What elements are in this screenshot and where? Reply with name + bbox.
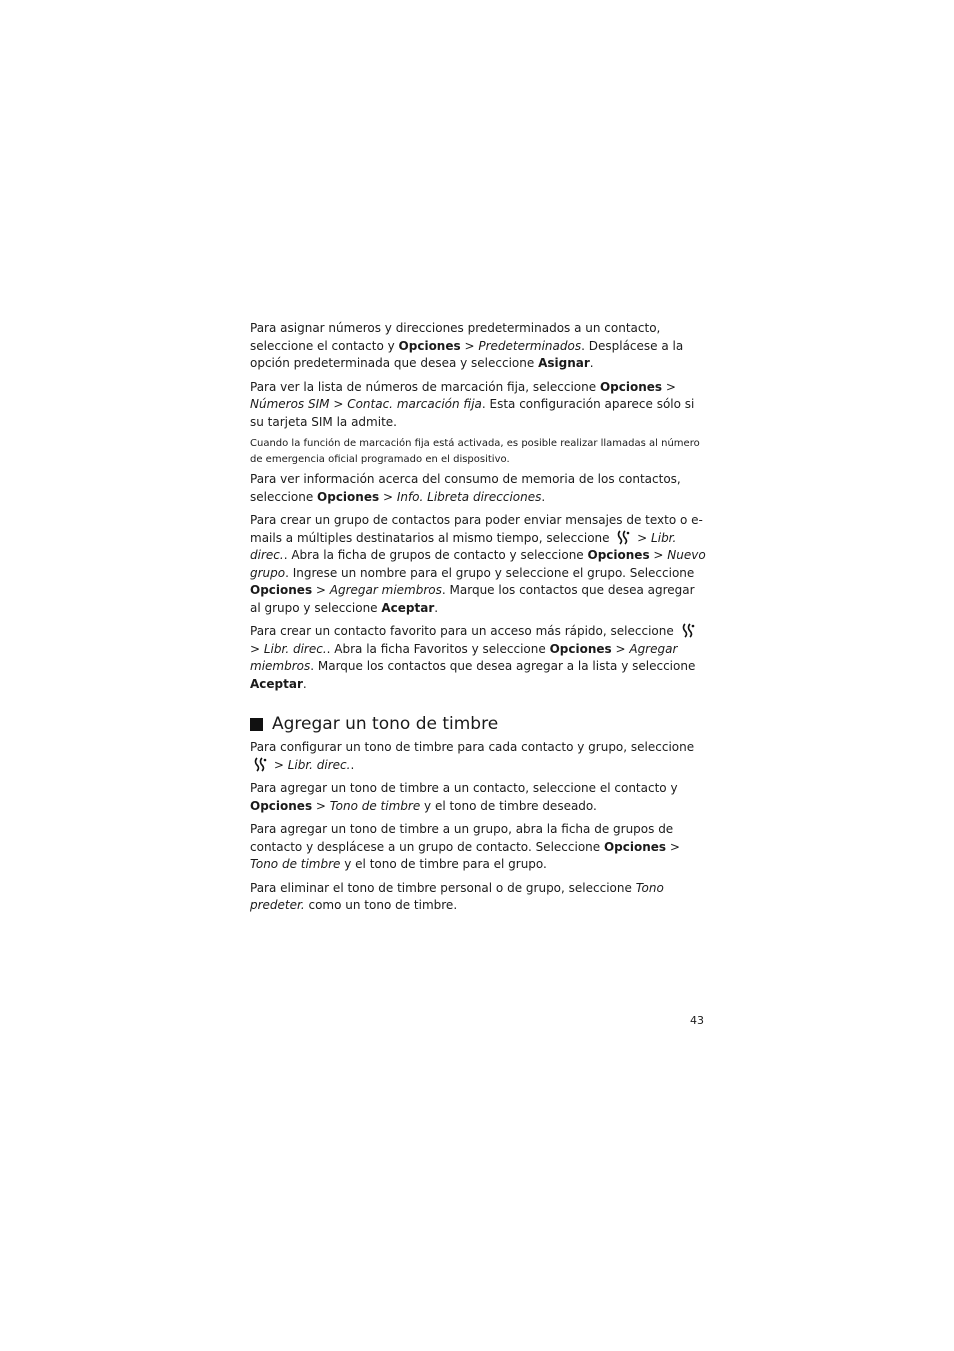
menu-key-icon xyxy=(681,623,695,638)
heading-bullet-square xyxy=(250,718,263,731)
paragraph-ringtone-group: Para agregar un tono de timbre a un grupo, abra la ficha de grupos de contacto y desplácese a un grupo de contacto. Seleccione Opciones > Tono de timbre y el tono de timbre para el grupo. xyxy=(250,822,680,871)
paragraph-memory-info: Para ver información acerca del consumo de memoria de los contactos, seleccione Opciones > Info. Libreta direcciones. xyxy=(250,472,681,504)
heading-text: Agregar un tono de timbre xyxy=(272,714,499,734)
note-emergency: Cuando la función de marcación fija está activada, es posible realizar llamadas al número de emergencia oficial programado en el dispositivo. xyxy=(250,438,700,465)
menu-key-icon xyxy=(616,530,630,545)
paragraph-create-group: Para crear un grupo de contactos para poder enviar mensajes de texto o e-mails a múltiples destinatarios al mismo tiempo, seleccione > Libr. direc.. Abra la ficha de grupos de contacto y seleccione Opciones > Nuevo grupo. Ingrese un nombre para el grupo y seleccione el grupo. Seleccione Opciones > Agregar miembros. Marque los contactos que desea agregar al grupo y seleccione Aceptar. xyxy=(250,513,706,615)
paragraph-ringtone-remove: Para eliminar el tono de timbre personal o de grupo, seleccione Tono predeter. como un tono de timbre. xyxy=(250,880,664,912)
menu-key-icon xyxy=(253,757,267,772)
paragraph-assign-defaults: Para asignar números y direcciones predeterminados a un contacto, seleccione el contacto y Opciones > Predeterminados. Desplácese a la opción predeterminada que desea y seleccione Asignar. xyxy=(250,321,684,370)
paragraph-ringtone-contact: Para agregar un tono de timbre a un contacto, seleccione el contacto y Opciones > Tono de timbre y el tono de timbre deseado. xyxy=(250,781,678,813)
paragraph-favorite-contact: Para crear un contacto favorito para un acceso más rápido, seleccione > Libr. direc.. Abra la ficha Favoritos y seleccione Opciones > Agregar miembros. Marque los contactos que desea agregar a la lista y seleccione Aceptar. xyxy=(250,624,696,691)
page-number: 43 xyxy=(690,1014,704,1027)
page-content xyxy=(250,320,706,915)
paragraph-ringtone-intro: Para configurar un tono de timbre para cada contacto y grupo, seleccione > Libr. direc.. xyxy=(250,740,695,772)
section-heading xyxy=(250,713,706,735)
paragraph-fixed-dialing: Para ver la lista de números de marcación fija, seleccione Opciones > Números SIM > Contac. marcación fija. Esta configuración aparece sólo si su tarjeta SIM la admite. xyxy=(250,379,695,429)
